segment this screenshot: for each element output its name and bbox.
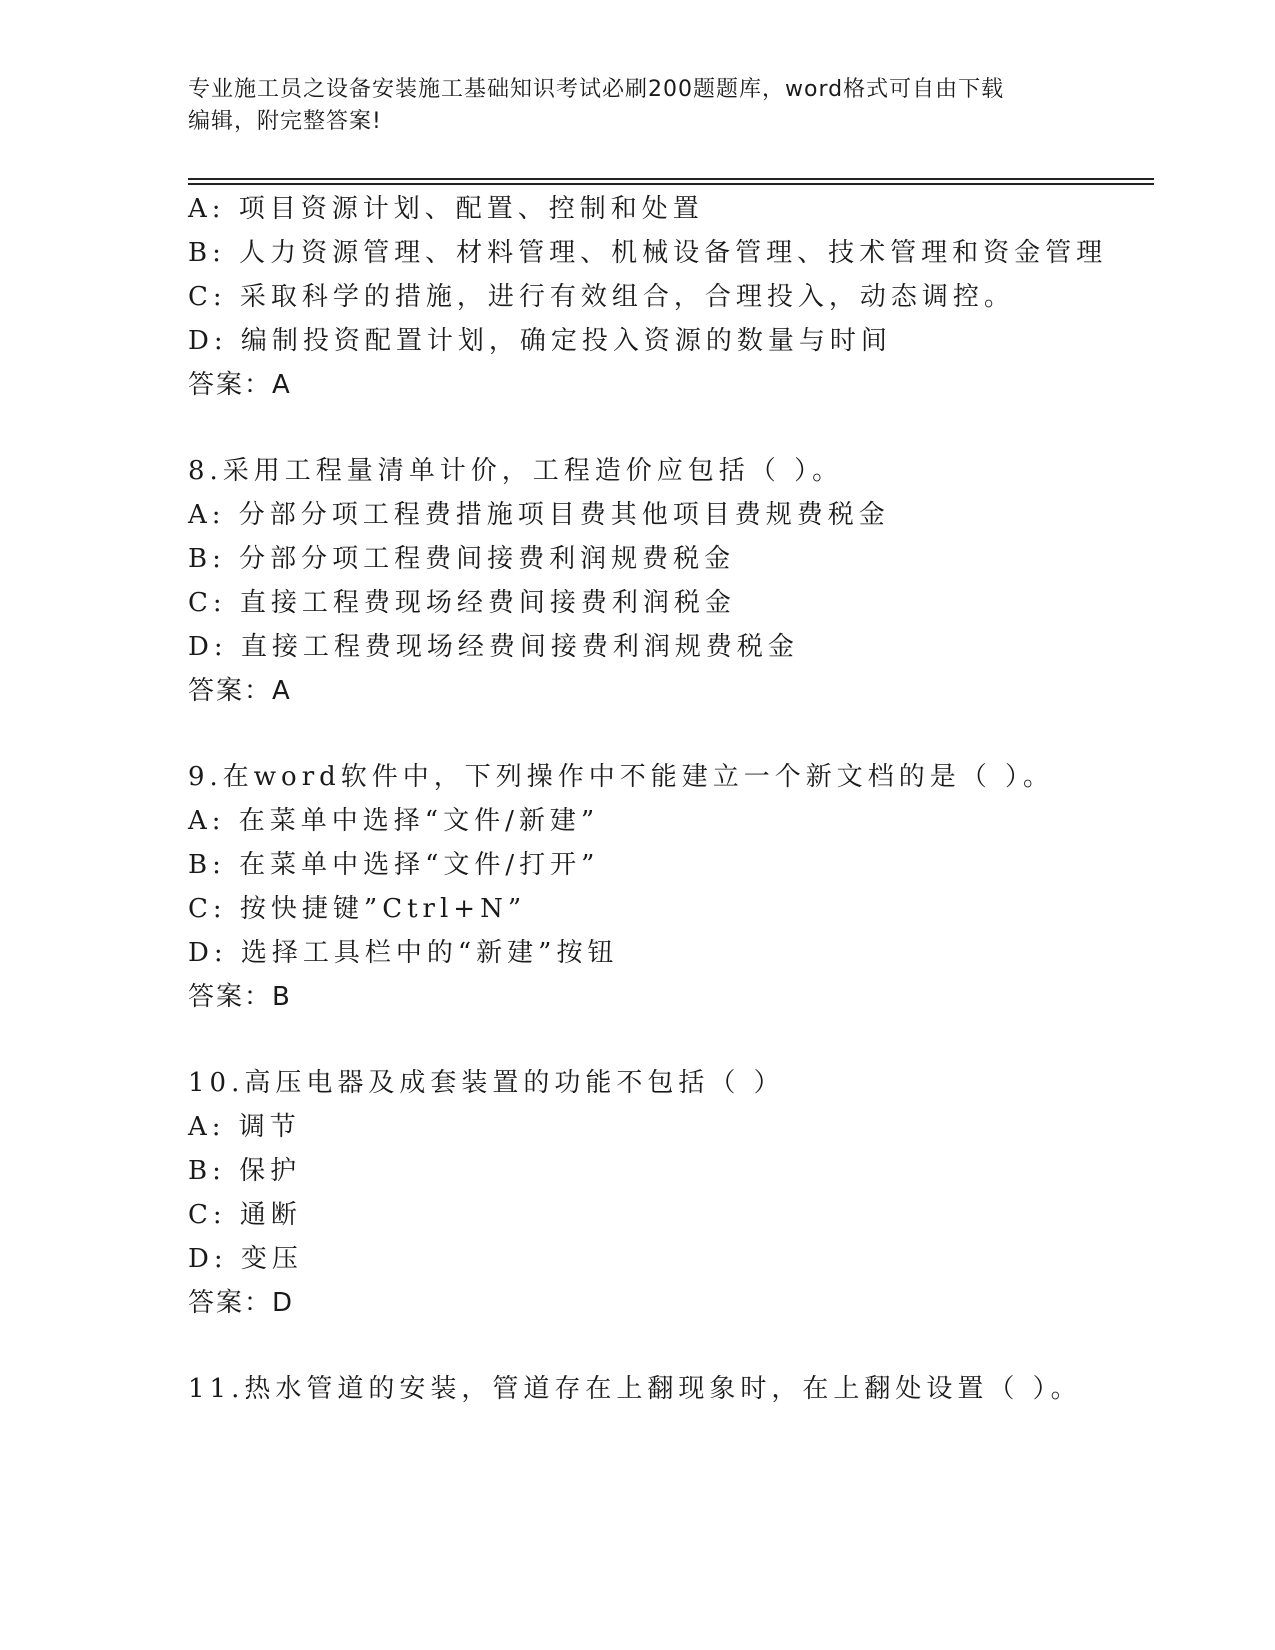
header-title-line-1: 专业施工员之设备安装施工基础知识考试必刷200题题库，word格式可自由下载: [188, 77, 1005, 102]
q10-question: 10.高压电器及成套装置的功能不包括（ ）: [188, 1068, 785, 1098]
q10-option-c: C: 通断: [188, 1200, 302, 1230]
q9-option-d: D: 选择工具栏中的“新建”按钮: [188, 938, 619, 968]
q9-option-c: C: 按快捷键”Ctrl+N”: [188, 894, 527, 924]
q8-option-d: D: 直接工程费现场经费间接费利润规费税金: [188, 632, 799, 662]
q9-question: 9.在word软件中，下列操作中不能建立一个新文档的是（ ）。: [188, 762, 1055, 792]
document-header: [188, 74, 1068, 138]
q8-answer: 答案：A: [188, 676, 292, 706]
q10-option-d: D: 变压: [188, 1244, 303, 1274]
q7-option-a: A: 项目资源计划、配置、控制和处置: [188, 194, 704, 224]
q8-option-b: B: 分部分项工程费间接费利润规费税金: [188, 544, 736, 574]
q8-question: 8.采用工程量清单计价，工程造价应包括（ ）。: [188, 456, 844, 486]
q7-answer: 答案：A: [188, 370, 292, 400]
q10-answer: 答案：D: [188, 1288, 295, 1318]
header-divider-bottom: [188, 183, 1154, 185]
q10-option-b: B: 保护: [188, 1156, 302, 1186]
header-divider-top: [188, 178, 1154, 180]
q11-question: 11.热水管道的安装，管道存在上翻现象时，在上翻处设置（ ）。: [188, 1374, 1082, 1404]
q9-answer: 答案：B: [188, 982, 292, 1012]
q8-option-a: A: 分部分项工程费措施项目费其他项目费规费税金: [188, 500, 890, 530]
q9-option-b: B: 在菜单中选择“文件/打开”: [188, 850, 600, 880]
q7-option-c: C: 采取科学的措施，进行有效组合，合理投入，动态调控。: [188, 282, 1015, 312]
q8-option-c: C: 直接工程费现场经费间接费利润税金: [188, 588, 736, 618]
q9-option-a: A: 在菜单中选择“文件/新建”: [188, 806, 600, 836]
q7-option-b: B: 人力资源管理、材料管理、机械设备管理、技术管理和资金管理: [188, 238, 1108, 268]
q10-option-a: A: 调节: [188, 1112, 301, 1142]
header-title-line-2: 编辑，附完整答案!: [188, 109, 382, 134]
q7-option-d: D: 编制投资配置计划，确定投入资源的数量与时间: [188, 326, 892, 356]
